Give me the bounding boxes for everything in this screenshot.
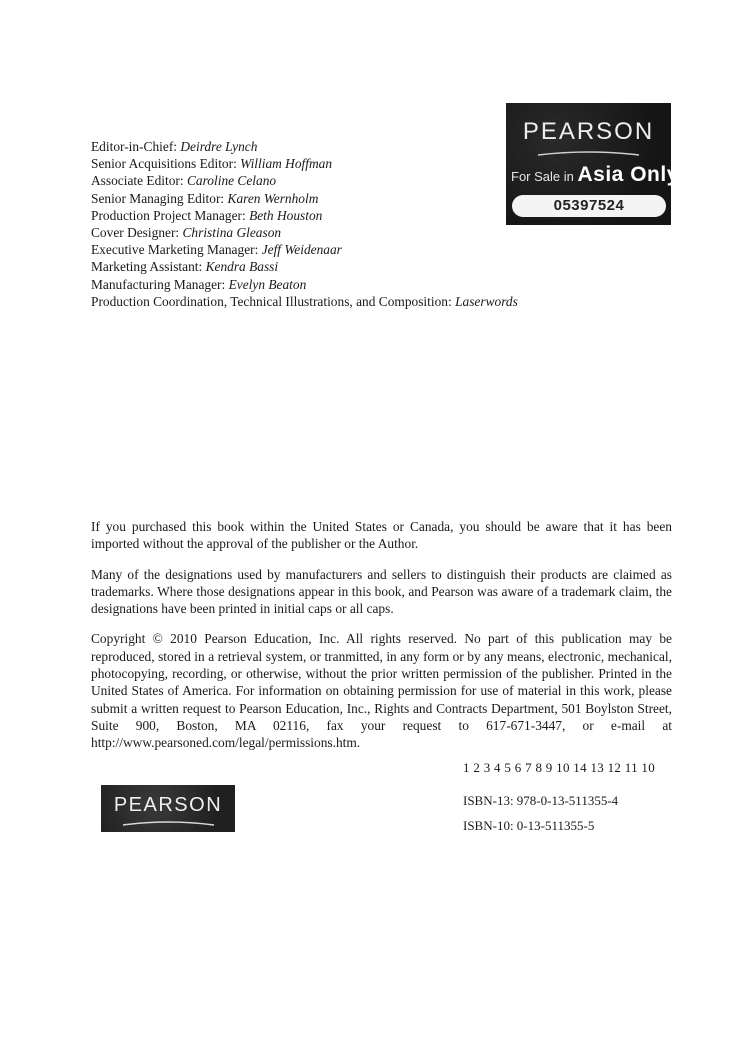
credit-name: Jeff Weidenaar	[261, 242, 342, 258]
copyright-paragraph: Copyright © 2010 Pearson Education, Inc. All rights reserved. No part of this publication may be reproduced, stored in a retrieval system, or tranmitted, in any form or by any means, electronic, mechanical, photocopying, recording, or otherwise, without the prior written permission of the publisher. Printed in the United States of America. For information on obtaining permission for use of material in this work, please submit a written request to Pearson Education, Inc., Rights and Contracts Department, 501 Boylston Street, Suite 900, Boston, MA 02116, fax your request to 617-671-3447, or e-mail at http://www.pearsoned.com/legal/permissions.htm.	[91, 631, 672, 751]
sticker-code: 05397524	[512, 195, 666, 217]
sticker-brand: PEARSON	[522, 118, 655, 145]
pearson-logo-text: PEARSON	[113, 794, 223, 816]
credit-role: Senior Acquisitions Editor:	[91, 156, 237, 172]
credit-name: Karen Wernholm	[227, 190, 319, 206]
credit-name: Laserwords	[455, 293, 518, 309]
sticker-sale-emphasis: Asia Only	[577, 163, 679, 186]
credit-line	[91, 190, 561, 207]
credit-role: Senior Managing Editor:	[91, 190, 225, 206]
isbn-13: ISBN-13: 978-0-13-511355-4	[463, 793, 619, 808]
legal-notices	[91, 518, 672, 765]
credit-line	[91, 138, 561, 155]
credit-name: Beth Houston	[249, 207, 323, 223]
credit-role: Manufacturing Manager:	[91, 276, 226, 292]
credit-role: Executive Marketing Manager:	[91, 242, 259, 258]
credit-role: Associate Editor:	[91, 173, 184, 189]
credit-line	[91, 241, 561, 258]
credit-line	[91, 172, 561, 189]
staff-credits	[91, 138, 561, 310]
credit-role: Marketing Assistant:	[91, 259, 203, 275]
isbn-10: ISBN-10: 0-13-511355-5	[463, 818, 595, 833]
credit-line	[91, 207, 561, 224]
credit-line	[91, 224, 561, 241]
import-notice-paragraph: If you purchased this book within the United States or Canada, you should be aware that it has been imported without the approval of the publisher or the Author.	[91, 519, 672, 552]
credit-name: Evelyn Beaton	[228, 276, 307, 292]
printing-number-line: 1 2 3 4 5 6 7 8 9 10 14 13 12 11 10	[463, 760, 656, 775]
credit-name: Christina Gleason	[182, 225, 282, 241]
sticker-sale-prefix: For Sale in	[511, 169, 574, 184]
credit-line	[91, 258, 561, 275]
swoosh-icon	[121, 819, 216, 827]
credit-role: Production Coordination, Technical Illustrations, and Composition:	[91, 293, 452, 309]
credit-role: Cover Designer:	[91, 225, 180, 241]
credit-line	[91, 293, 561, 310]
credit-name: Caroline Celano	[186, 173, 277, 189]
trademark-paragraph: Many of the designations used by manufacturers and sellers to distinguish their products are claimed as trademarks. Where those designations appear in this book, and Pearson was aware of a trademark claim, the designations have been printed in initial caps or all caps.	[91, 566, 672, 617]
pearson-logo	[101, 785, 235, 832]
credit-line	[91, 155, 561, 172]
credit-name: Deirdre Lynch	[180, 139, 258, 154]
credit-line	[91, 276, 561, 293]
credit-name: Kendra Bassi	[205, 259, 279, 275]
credit-role: Editor-in-Chief:	[91, 139, 178, 154]
credit-role: Production Project Manager:	[91, 207, 246, 223]
credit-name: William Hoffman	[240, 156, 333, 172]
